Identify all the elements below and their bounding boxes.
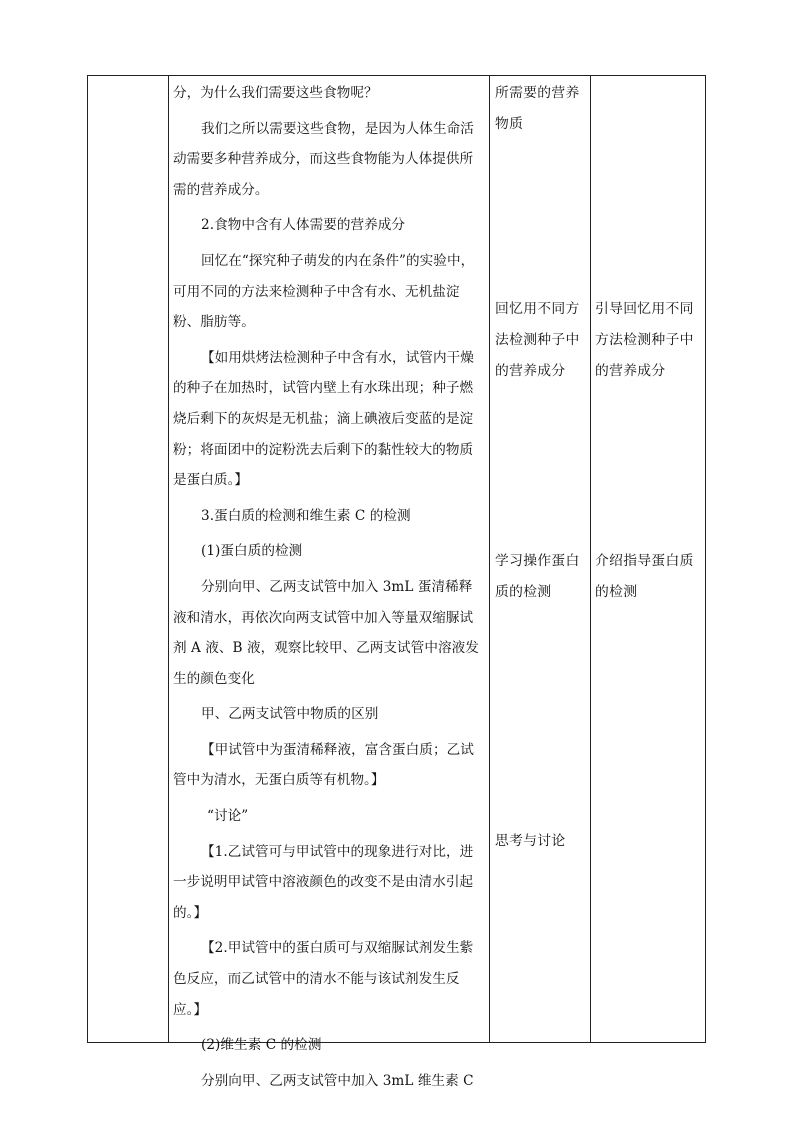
answer-paragraph: 【2.甲试管中的蛋白质可与双缩脲试剂发生紫色反应，而乙试管中的清水不能与该试剂发生反应。】 [173, 940, 474, 1018]
teaching-content-column [173, 76, 485, 1096]
answer-paragraph: 【如用烘烤法检测种子中含有水，试管内干燥的种子在加热时，试管内壁上有水珠出现；种子燃烧后剩下的灰烬是无机盐；滴上碘液后变蓝的是淀粉；将面团中的淀粉洗去后剩下的黏性较大的物质是蛋白质。】 [173, 349, 474, 489]
column-divider-1 [168, 76, 169, 1042]
content-paragraph: 我们之所以需要这些食物，是因为人体生命活动需要多种营养成分，而这些食物能为人体提供所需的营养成分。 [173, 120, 474, 198]
subsection-heading: (1)蛋白质的检测 [201, 543, 303, 560]
content-paragraph: 分别向甲、乙两支试管中加入 3mL 蛋清稀释液和清水，再依次向两支试管中加入等量双缩脲试剂 A 液、B 液，观察比较甲、乙两支试管中溶液发生的颜色变化 [173, 578, 479, 687]
column-divider-2 [489, 76, 490, 1042]
lesson-table [87, 75, 706, 1089]
content-paragraph: 回忆在“探究种子萌发的内在条件”的实验中，可用不同的方法来检测种子中含有水、无机盐淀粉、脂肪等。 [173, 252, 475, 331]
subsection-heading: (2)维生素 C 的检测 [201, 1037, 322, 1054]
activity-cell: 所需要的营养物质 [495, 85, 580, 132]
activity-cell: 回忆用不同方法检测种子中的营养成分 [495, 301, 580, 379]
discussion-heading: “讨论” [207, 808, 249, 825]
intent-cell: 引导回忆用不同方法检测种子中的营养成分 [595, 301, 694, 379]
activity-cell: 学习操作蛋白质的检测 [495, 553, 580, 600]
answer-paragraph: 【甲试管中为蛋清稀释液，富含蛋白质；乙试管中为清水，无蛋白质等有机物。】 [173, 741, 474, 789]
section-heading: 2.食物中含有人体需要的营养成分 [201, 217, 406, 234]
section-heading: 3.蛋白质的检测和维生素 C 的检测 [201, 507, 411, 524]
activity-cell: 思考与讨论 [495, 833, 566, 849]
column-divider-3 [590, 76, 591, 1042]
content-paragraph: 甲、乙两支试管中物质的区别 [201, 706, 379, 723]
content-paragraph: 分别向甲、乙两支试管中加入 3mL 维生素 C [201, 1072, 474, 1089]
content-paragraph: 分，为什么我们需要这些食物呢？ [173, 85, 378, 101]
intent-cell: 介绍指导蛋白质的检测 [595, 553, 694, 600]
answer-paragraph: 【1.乙试管可与甲试管中的现象进行对比，进一步说明甲试管中溶液颜色的改变不是由清水引起的。】 [173, 843, 474, 921]
